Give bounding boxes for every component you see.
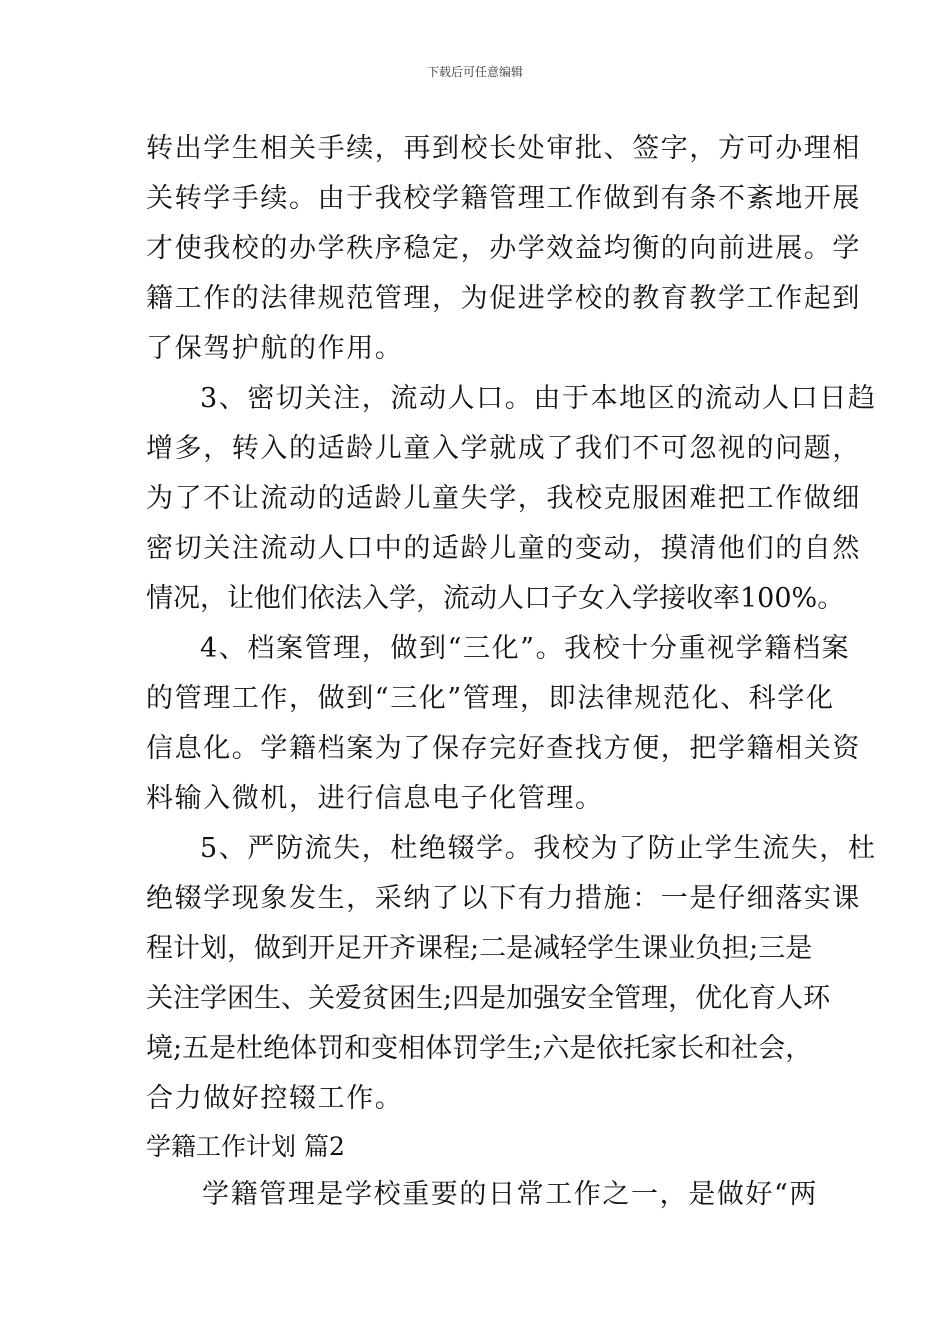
text-line: 密切关注流动人口中的适龄儿童的变动，摸清他们的自然 [146, 533, 861, 564]
text-line: 程计划，做到开足开齐课程;二是减轻学生课业负担;三是 [146, 933, 813, 964]
text-line: 转出学生相关手续，再到校长处审批、签字，方可办理相 [146, 133, 861, 164]
text-line: 绝辍学现象发生，采纳了以下有力措施：一是仔细落实课 [146, 883, 861, 914]
paragraph-4-start: 4、档案管理，做到“三化”。我校十分重视学籍档案 [200, 633, 851, 664]
paragraph-5-start: 5、严防流失，杜绝辍学。我校为了防止学生流失，杜 [200, 833, 877, 864]
text-line: 料输入微机，进行信息电子化管理。 [146, 783, 604, 814]
document-body [146, 124, 877, 1220]
text-line: 情况，让他们依法入学，流动人口子女入学接收率100%。 [146, 583, 845, 614]
text-line: 籍工作的法律规范管理，为促进学校的教育教学工作起到 [146, 283, 861, 314]
section-heading: 学籍工作计划 篇2 [146, 1132, 345, 1161]
text-line: 增多，转入的适龄儿童入学就成了我们不可忽视的问题， [146, 433, 861, 464]
text-line: 了保驾护航的作用。 [146, 333, 404, 364]
text-line: 合力做好控辍工作。 [146, 1083, 404, 1114]
text-line: 关注学困生、关爱贫困生;四是加强安全管理，优化育人环 [146, 983, 831, 1014]
text-line: 境;五是杜绝体罚和变相体罚学生;六是依托家长和社会， [146, 1033, 813, 1064]
paragraph-3-start: 3、密切关注，流动人口。由于本地区的流动人口日趋 [200, 383, 877, 414]
paragraph-start: 学籍管理是学校重要的日常工作之一，是做好“两 [202, 1179, 819, 1210]
text-line: 才使我校的办学秩序稳定，办学效益均衡的向前进展。学 [146, 233, 861, 264]
text-line: 为了不让流动的适龄儿童失学，我校克服困难把工作做细 [146, 483, 861, 514]
text-line: 关转学手续。由于我校学籍管理工作做到有条不紊地开展 [146, 183, 861, 214]
page-header: 下载后可任意编辑 [426, 65, 523, 79]
text-line: 信息化。学籍档案为了保存完好查找方便，把学籍相关资 [146, 733, 861, 764]
text-line: 的管理工作，做到“三化”管理，即法律规范化、科学化 [146, 683, 835, 714]
